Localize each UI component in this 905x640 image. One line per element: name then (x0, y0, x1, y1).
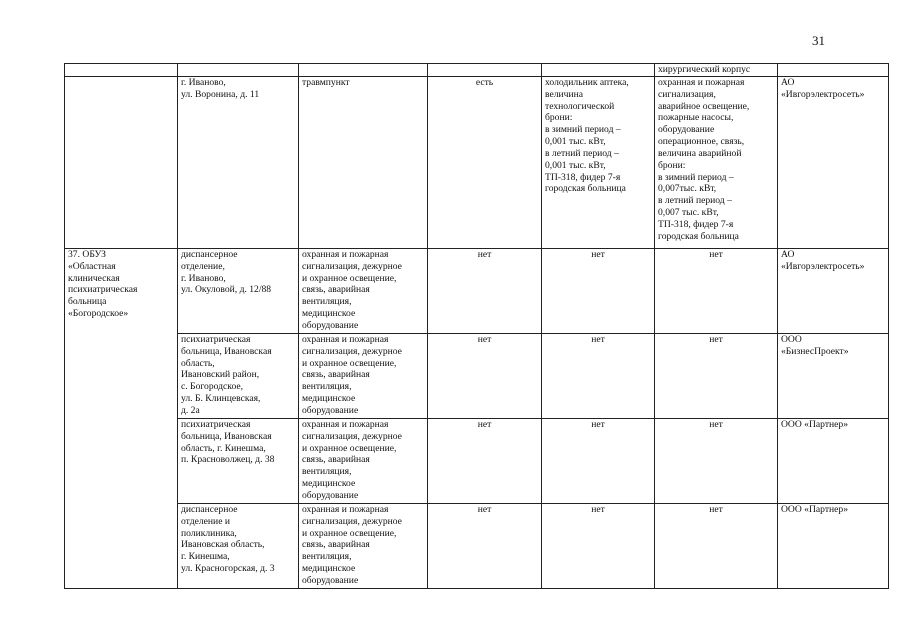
table-cell (299, 64, 428, 77)
category3-cell: охранная и пожарная сигнализация, аварийное освещение, пожарные насосы, оборудование операционное, связь, величина аварийной брони: в зимний период – 0,007тыс. кВт, в летний период – 0,007 тыс. кВт, ТП-318, фидер 7-я городская больница (655, 76, 778, 248)
table-cell (428, 64, 542, 77)
table-row (65, 64, 889, 77)
supplier-cell: ООО «БизнесПроект» (778, 333, 889, 418)
object-cell: травмпункт (299, 76, 428, 248)
object-cell: охранная и пожарная сигнализация, дежурное и охранное освещение, связь, аварийная вентиляция, медицинское оборудование (299, 503, 428, 588)
supplier-cell: АО «Ивгорэлектросеть» (778, 76, 889, 248)
category3-cell: нет (655, 248, 778, 333)
address-cell: психиатрическая больница, Ивановская область, г. Кинешма, п. Красноволжец, д. 38 (178, 418, 299, 503)
supplier-cell: ООО «Партнер» (778, 503, 889, 588)
table-cell (178, 64, 299, 77)
address-cell: диспансерное отделение и поликлиника, Ивановская область, г. Кинешма, ул. Красногорская, д. 3 (178, 503, 299, 588)
table-row (65, 503, 889, 588)
address-cell: диспансерное отделение, г. Иваново, ул. Окуловой, д. 12/88 (178, 248, 299, 333)
category1-cell: нет (428, 333, 542, 418)
category1-cell: нет (428, 418, 542, 503)
page-number: 31 (812, 33, 825, 48)
category1-cell: нет (428, 503, 542, 588)
supplier-cell: АО «Ивгорэлектросеть» (778, 248, 889, 333)
table-cell (542, 64, 655, 77)
address-cell: психиатрическая больница, Ивановская область, Ивановский район, с. Богородское, ул. Б. Клинцевская, д. 2а (178, 333, 299, 418)
category2-cell: нет (542, 333, 655, 418)
category3-cell: нет (655, 418, 778, 503)
table-row (65, 333, 889, 418)
category2-cell: нет (542, 418, 655, 503)
table-row (65, 418, 889, 503)
institution-cell: 37. ОБУЗ «Областная клиническая психиатрическая больница «Богородское» (65, 248, 178, 588)
category1-cell: нет (428, 248, 542, 333)
category2-cell: холодильник аптека, величина технологической брони: в зимний период – 0,001 тыс. кВт, в летний период – 0,001 тыс. кВт, ТП-318, фидер 7-я городская больница (542, 76, 655, 248)
object-cell: охранная и пожарная сигнализация, дежурное и охранное освещение, связь, аварийная вентиляция, медицинское оборудование (299, 333, 428, 418)
object-cell: охранная и пожарная сигнализация, дежурное и охранное освещение, связь, аварийная вентиляция, медицинское оборудование (299, 248, 428, 333)
address-cell: г. Иваново, ул. Воронина, д. 11 (178, 76, 299, 248)
category3-cell: нет (655, 333, 778, 418)
category2-cell: нет (542, 248, 655, 333)
category2-cell: нет (542, 503, 655, 588)
table-cell (65, 64, 178, 77)
table-cell: хирургический корпус (655, 64, 778, 77)
supplier-cell: ООО «Партнер» (778, 418, 889, 503)
object-cell: охранная и пожарная сигнализация, дежурное и охранное освещение, связь, аварийная вентиляция, медицинское оборудование (299, 418, 428, 503)
institution-cell (65, 76, 178, 248)
category1-cell: есть (428, 76, 542, 248)
reserve-power-table (64, 63, 889, 589)
table-row (65, 248, 889, 333)
table-row (65, 76, 889, 248)
table-cell (778, 64, 889, 77)
category3-cell: нет (655, 503, 778, 588)
